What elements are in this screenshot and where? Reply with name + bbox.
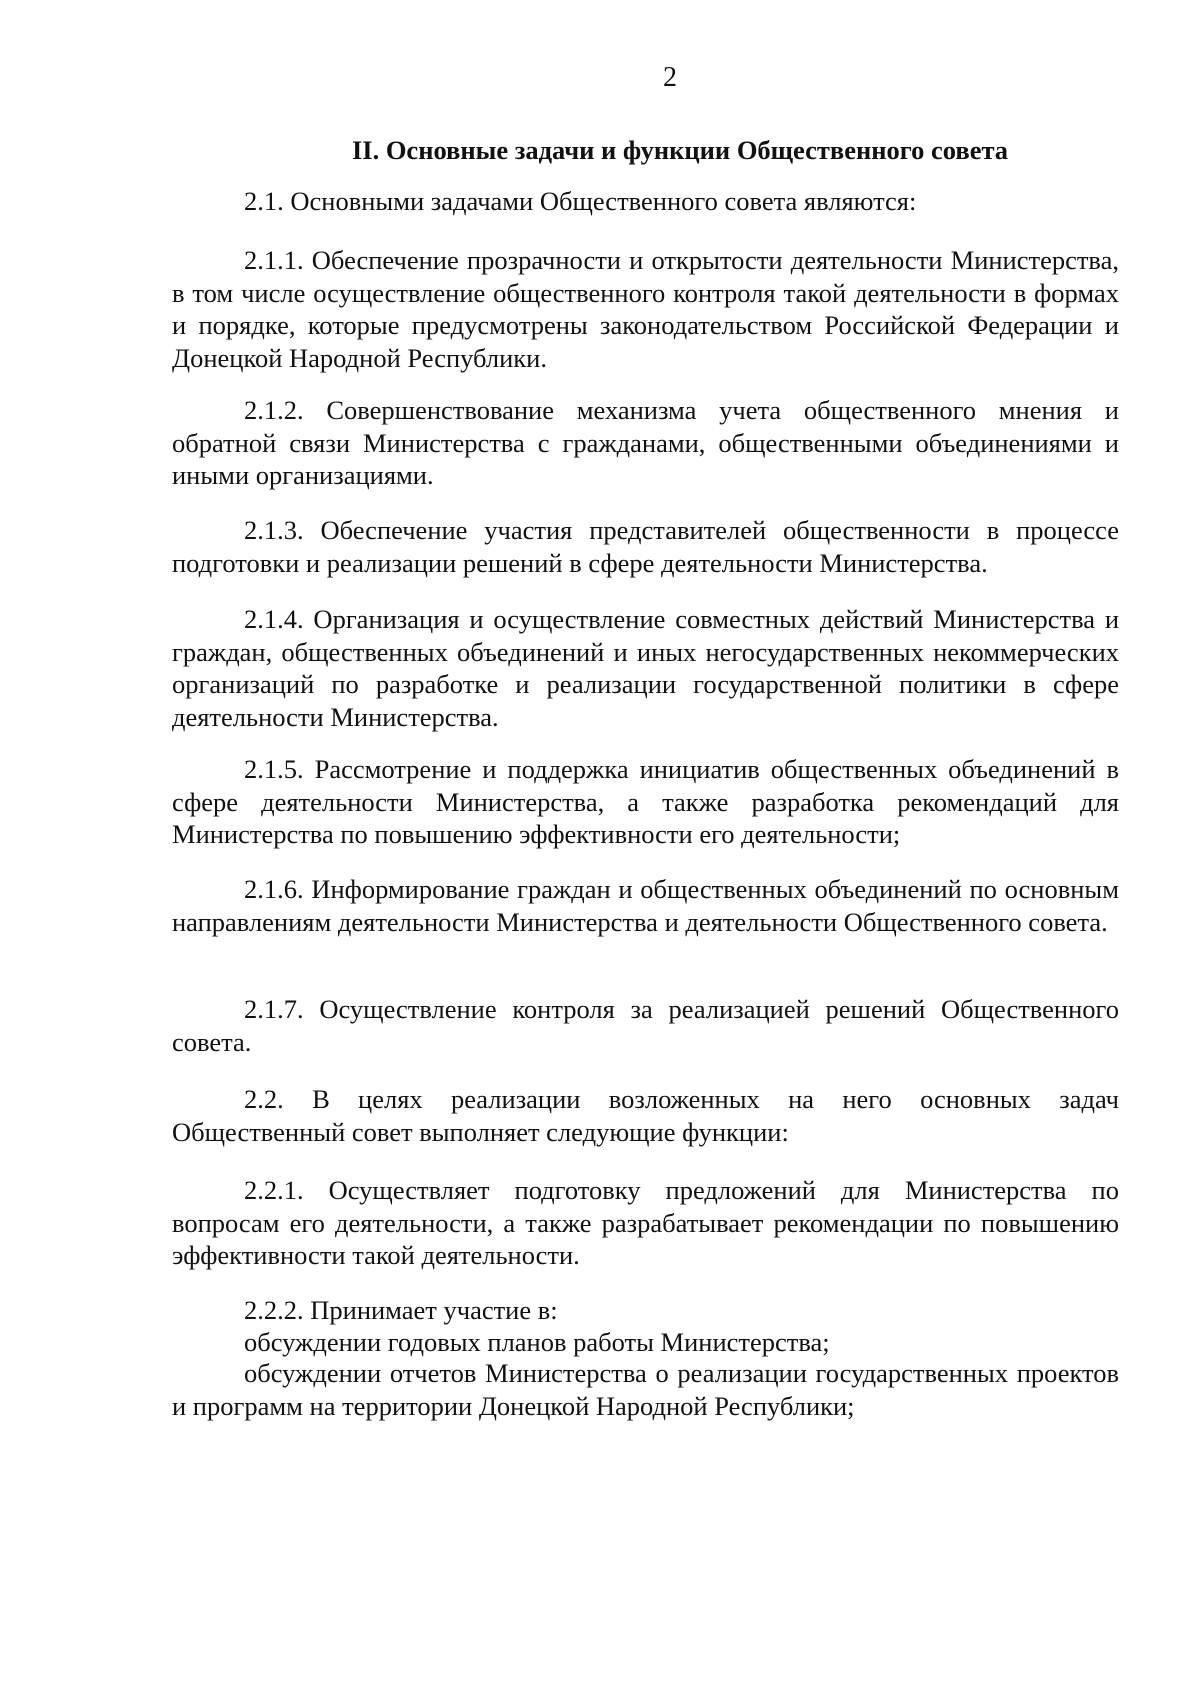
page-number: 2 <box>663 62 677 93</box>
list-item-reports: обсуждении отчетов Министерства о реализации государственных проектов и программ на территории Донецкой Народной Республики; <box>172 1358 1119 1421</box>
section-title: II. Основные задачи и функции Общественного совета <box>351 135 1009 165</box>
paragraph-2-1-6: 2.1.6. Информирование граждан и общественных объединений по основным направлениям деятельности Министерства и деятельности Общественного совета. <box>172 874 1119 937</box>
paragraph-2-1-7: 2.1.7. Осуществление контроля за реализацией решений Общественного совета. <box>172 994 1119 1057</box>
paragraph-2-1-4: 2.1.4. Организация и осуществление совместных действий Министерства и граждан, общественных объединений и иных негосударственных некоммерческих организаций по разработке и реализации государственной политики в сфере деятельности Министерства. <box>172 604 1119 732</box>
paragraph-2-1-2: 2.1.2. Совершенствование механизма учета общественного мнения и обратной связи Министерства с гражданами, общественными объединениями и иными организациями. <box>172 395 1119 490</box>
paragraph-2-2-2: 2.2.2. Принимает участие в: <box>244 1295 558 1325</box>
paragraph-2-1: 2.1. Основными задачами Общественного совета являются: <box>244 186 917 216</box>
paragraph-2-2-1: 2.2.1. Осуществляет подготовку предложений для Министерства по вопросам его деятельности, а также разрабатывает рекомендации по повышению эффективности такой деятельности. <box>172 1175 1119 1270</box>
paragraph-2-1-1: 2.1.1. Обеспечение прозрачности и открытости деятельности Министерства, в том числе осуществление общественного контроля такой деятельности в формах и порядке, которые предусмотрены законодательством Российской Федерации и Донецкой Народной Республики. <box>172 245 1119 373</box>
paragraph-2-1-5: 2.1.5. Рассмотрение и поддержка инициатив общественных объединений в сфере деятельности Министерства, а также разработка рекомендаций для Министерства по повышению эффективности его деятельности; <box>172 754 1119 849</box>
paragraph-2-2: 2.2. В целях реализации возложенных на него основных задач Общественный совет выполняет следующие функции: <box>172 1084 1119 1147</box>
paragraph-2-1-3: 2.1.3. Обеспечение участия представителей общественности в процессе подготовки и реализации решений в сфере деятельности Министерства. <box>172 515 1119 578</box>
list-item-annual-plans: обсуждении годовых планов работы Министерства; <box>244 1327 830 1357</box>
